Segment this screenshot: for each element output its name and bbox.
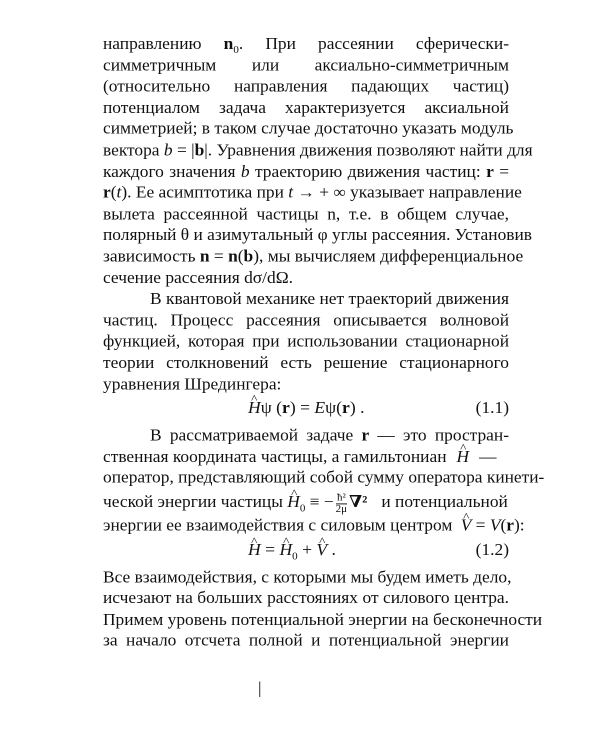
text-line: симметричным или аксиально-симметричным <box>103 55 509 74</box>
text-line: В рассматриваемой задаче r — это простран- <box>150 425 509 445</box>
text-line: вектора b = |b|. Уравнения движения позволяют найти для <box>103 140 533 160</box>
text-line: вылета рассеянной частицы n, т.е. в общем случае, <box>103 204 509 223</box>
text-line: полярный θ и азимутальный φ углы рассеяния. Установив <box>103 225 532 245</box>
text-line: уравнения Шредингера: <box>103 374 282 393</box>
text-line: за начало отсчета полной и потенциальной энергии <box>103 630 509 650</box>
text-line: В квантовой механике нет траекторий движения <box>150 289 509 308</box>
text-line: сечение рассеяния dσ/dΩ. <box>103 267 293 287</box>
text-line: (относительно направления падающих частиц) <box>103 76 509 96</box>
text-line: каждого значения b траекторию движения частиц: r = <box>103 161 510 181</box>
text-line: симметрией; в таком случае достаточно указать модуль <box>103 118 514 138</box>
text-line: энергии ее взаимодействия с силовым центром ^ V = V(r): <box>103 514 509 537</box>
text-line: исчезают на больших расстояниях от силового центра. <box>103 588 509 608</box>
text-line <box>103 650 509 673</box>
text-line: теории столкновений есть решение стационарного <box>103 352 509 372</box>
text-line: Примем уровень потенциальной энергии на бесконечности <box>103 609 543 629</box>
equation-number: (1.2) <box>475 539 509 559</box>
text-line: ческой энергии частицы ^ $H_0$ ≡ − $\frac{\text{ħ²}}{2\mu}$ ∇² и потенциальной <box>103 487 509 515</box>
equation-1-1: ^ Hψ (r) = Eψ(r) . <box>248 395 365 419</box>
text-line: r(t). Ее асимптотика при t → + ∞ указывает направление <box>103 182 522 202</box>
text-line: оператор, представляющий собой сумму оператора кинети- <box>103 468 545 487</box>
text-line: потенциалом задача характеризуется аксиальной <box>103 97 509 117</box>
equation-number: (1.1) <box>475 398 509 418</box>
text-line: зависимость n = n(b), мы вычисляем дифференциальное <box>103 246 524 266</box>
text-line: Все взаимодействия, с которыми мы будем иметь дело, <box>103 567 512 586</box>
text-line: ственная координата частицы, а гамильтониан^ H — <box>103 445 509 468</box>
text-line: направлению $n_0$. При рассеянии сферически- <box>103 33 509 56</box>
equation-1-3: | <box>258 678 262 697</box>
text-line: функцией, которая при использовании стационарной <box>103 331 509 351</box>
equation-1-2: ^ H = ^ $H_0$ + ^ V . <box>248 537 336 561</box>
text-line: частиц. Процесс рассеяния описывается волновой <box>103 310 509 330</box>
